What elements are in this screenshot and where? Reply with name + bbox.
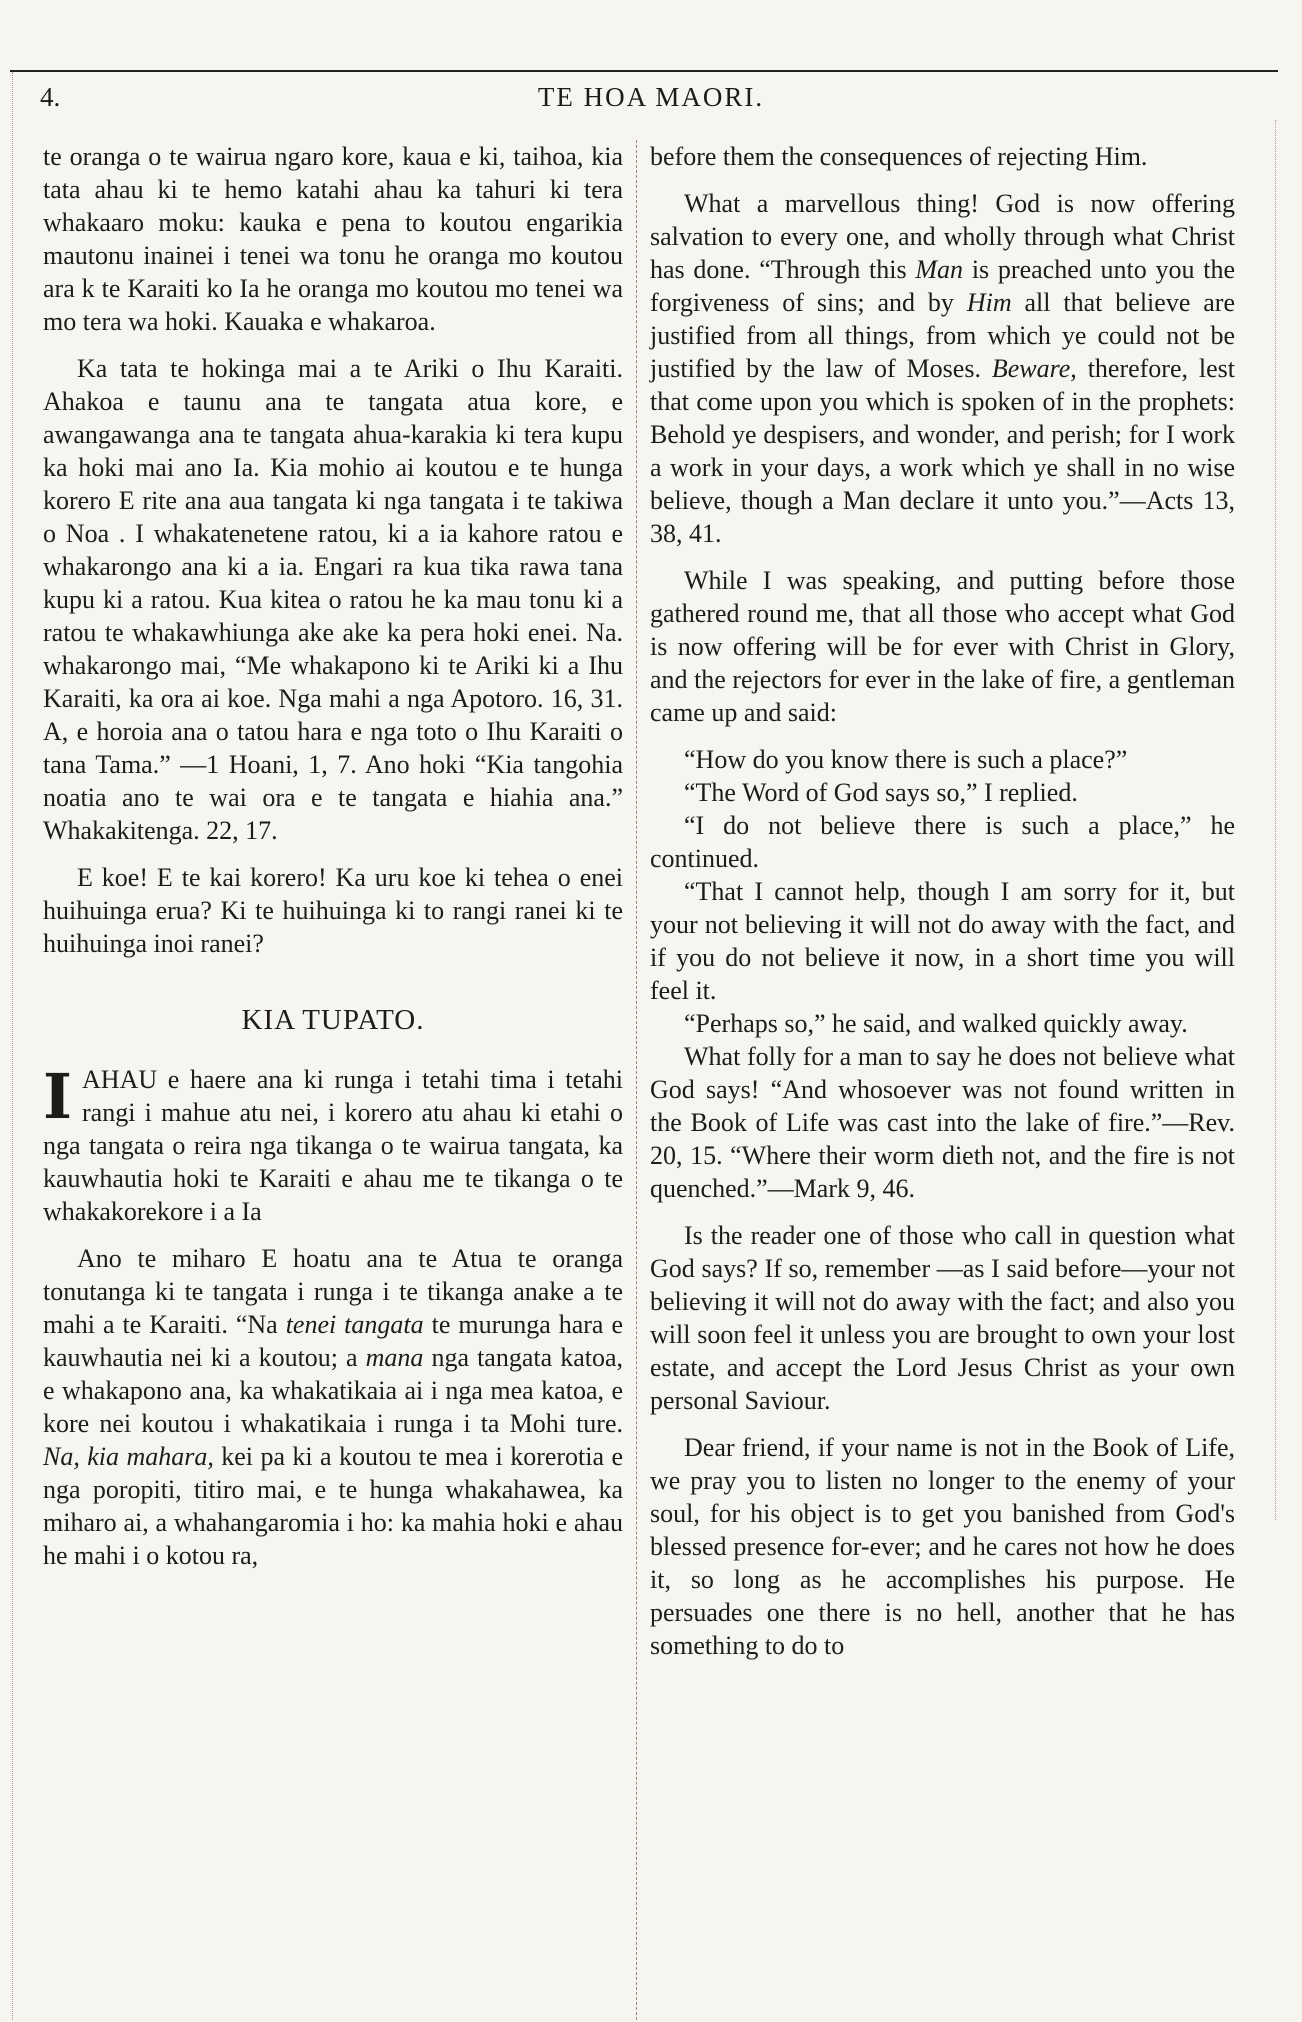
right-paragraph-5: Is the reader one of those who call in question what God says? If so, remember —as I said before—your not believing it will not do away with the fact; and also you will soon feel it unless you are brought to own your lost estate, and accept the Lord Jesus Christ as your own personal Saviour.	[650, 1221, 1235, 1415]
left-p5-italic-2: mana	[365, 1343, 424, 1372]
page-number: 4.	[40, 82, 61, 112]
header-rule	[10, 70, 1278, 72]
left-paragraph-2: Ka tata te hokinga mai a te Ariki o Ihu Karaiti. Ahakoa e taunu ana te tangata atua kore, e awangawanga ana te tangata ahua-karakia ki tera kupu ka hoki mai ano Ia. Kia mohio ai koutou e te hunga korero E rite ana aua tangata ki nga tangata i te takiwa o Noa . I whakatenetene ratou, ki a ia kahore ratou e whakarongo ana ki a ia. Engari ra kua tika rawa tana kupu ki a ratou. Kua kitea o ratou he ka mau tonu ki a ratou te whakawhiunga ake ake ka pera hoki enei. Na. whakarongo mai, “Me whakapono ki te Ariki ki a Ihu Karaiti, ka ora ai koe. Nga mahi a nga Apotoro. 16, 31. A, e horoia ana o tatou hara e nga toto o Ihu Karaiti o tana Tama.” —1 Hoani, 1, 7. Ano hoki “Kia tangohia noatia ano te wai ora e te tangata e hiahia ana.” Whakakitenga. 22, 17.	[43, 354, 623, 845]
right-paragraph-2	[650, 187, 1235, 550]
right-p2-italic-1: Man	[915, 255, 964, 284]
right-p2-text-d: therefore, lest that come upon you which is spoken of in the prophets: Behold ye despisers, and wonder, and perish; for I work a work in your days, a work which ye shall in no wise believe, though a Man declare it unto you.”—Acts 13, 38, 41.	[650, 354, 1235, 548]
drop-cap: I	[43, 1060, 73, 1133]
left-p5-text-c: nga tangata katoa, e whakapono ana, ka whakatikaia ai i nga mea katoa, e kore nei koutou i whakatikaia i runga i ta Mohi ture.	[43, 1343, 623, 1438]
right-p2-italic-2: Him	[966, 288, 1012, 317]
dialogue-line-3: “I do not believe there is such a place,” he continued.	[650, 811, 1235, 873]
left-paragraph-4-text: AHAU e haere ana ki runga i tetahi tima i tetahi rangi i mahue atu nei, i korero atu ahau ki etahi o nga tangata o reira nga tikanga o te wairua tangata, ka kauwhautia hoki te Karaiti e ahau me te tikanga o te whakakorekore i a Ia	[43, 1065, 623, 1226]
running-head	[0, 82, 1302, 122]
page-edge-left	[12, 72, 13, 2020]
right-p2-text-b: is preached unto you the forgiveness of sins; and by	[650, 255, 1236, 317]
dialogue-line-4: “That I cannot help, though I am sorry for it, but your not believing it will not do away with the fact, and if you do not believe it now, in a short time you will feel it.	[650, 877, 1235, 1005]
page-edge-right	[1275, 120, 1276, 1520]
right-paragraph-1: before them the consequences of rejecting Him.	[650, 142, 1148, 171]
right-p2-text-a: What a marvellous thing! God is now offering salvation to every one, and wholly through what Christ has done. “Through this	[650, 189, 1235, 284]
right-p2-text-c: all that believe are justified from all things, from which ye could not be justified by the law of Moses.	[650, 288, 1235, 383]
column-divider	[636, 140, 637, 2020]
left-p5-text-b: te murunga hara e kauwhautia nei ki a koutou; a	[43, 1310, 623, 1372]
right-column	[650, 140, 1235, 1676]
dialogue-line-2: “The Word of God says so,” I replied.	[684, 778, 1078, 807]
left-p5-text-a: Ano te miharo E hoatu ana te Atua te oranga tonutanga ki te tangata i runga i te tikanga anake a te mahi a te Karaiti. “Na	[43, 1244, 623, 1339]
dialogue-line-1: “How do you know there is such a place?”	[684, 745, 1128, 774]
left-paragraph-4	[43, 1060, 623, 1228]
left-paragraph-1: te oranga o te wairua ngaro kore, kaua e ki, taihoa, kia tata ahau ki te hemo katahi ahau ka tahuri ki tera whakaaro moku: kauka e pena to koutou engarikia mautonu inainei i tenei wa tonu he oranga mo koutou ara k te Karaiti ko Ia he oranga mo koutou mo tenei wa mo tera wa hoki. Kauaka e whakaroa.	[43, 142, 623, 336]
section-heading: KIA TUPATO.	[241, 1004, 425, 1036]
left-column	[43, 140, 623, 1586]
left-p5-italic-1: tenei tangata	[285, 1310, 424, 1339]
right-p2-italic-3: Beware,	[991, 354, 1077, 383]
right-paragraph-6: Dear friend, if your name is not in the Book of Life, we pray you to listen no longer to the enemy of your soul, for his object is to get you banished from God's blessed presence for-ever; and he cares not how he does it, so long as he accomplishes his purpose. He persuades one there is no hell, another that he has something to do to	[650, 1433, 1235, 1660]
left-paragraph-5	[43, 1242, 623, 1572]
left-p5-text-d: kei pa ki a koutou te mea i korerotia e nga poropiti, titiro mai, e te hunga whakahawea, ka miharo ai, a whahangaromia i ho: ka mahia hoki e ahau he mahi i o kotou ra,	[43, 1442, 624, 1570]
dialogue-line-5: “Perhaps so,” he said, and walked quickly away.	[684, 1009, 1188, 1038]
left-p5-italic-3: Na, kia mahara,	[43, 1442, 214, 1471]
left-paragraph-3: E koe! E te kai korero! Ka uru koe ki tehea o enei huihuinga erua? Ki te huihuinga ki to rangi ranei ki te huihuinga inoi ranei?	[43, 863, 623, 958]
right-paragraph-3: While I was speaking, and putting before those gathered round me, that all those who accept what God is now offering will be for ever with Christ in Glory, and the rejectors for ever in the lake of fire, a gentleman came up and said:	[650, 566, 1235, 727]
publication-title: TE HOA MAORI.	[537, 82, 765, 112]
right-paragraph-4: What folly for a man to say he does not believe what God says! “And whosoever was not found written in the Book of Life was cast into the lake of fire.”—Rev. 20, 15. “Where their worm dieth not, and the fire is not quenched.”—Mark 9, 46.	[650, 1042, 1235, 1203]
